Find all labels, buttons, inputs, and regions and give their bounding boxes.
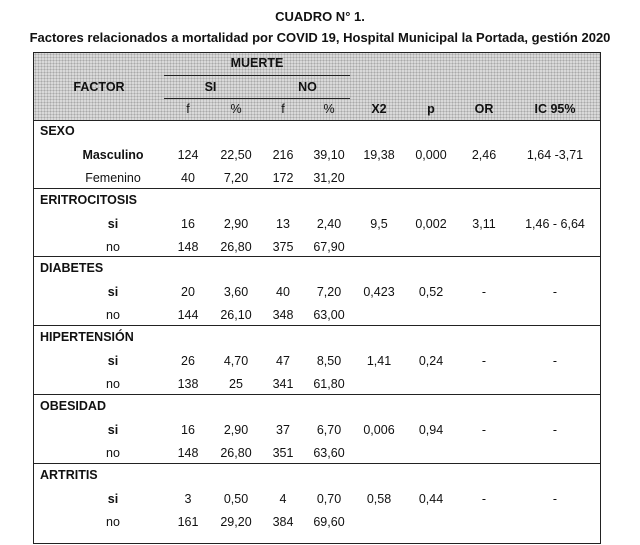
- cell-f-si: 124: [177, 148, 199, 162]
- table-title: CUADRO N° 1.: [275, 9, 365, 24]
- row-label: no: [106, 515, 120, 529]
- row-label: no: [106, 377, 120, 391]
- row-label: si: [107, 285, 119, 299]
- cell-f-no: 384: [272, 515, 294, 529]
- cell-pct-no: 6,70: [316, 423, 342, 437]
- header-rule-muerte: [164, 75, 350, 76]
- cell-pct-si: 22,50: [220, 148, 252, 162]
- header-factor: FACTOR: [73, 80, 125, 94]
- cell-f-no: 348: [272, 308, 294, 322]
- cell-f-no: 37: [276, 423, 290, 437]
- cell-ic: -: [552, 492, 558, 506]
- cell-x2: 0,423: [363, 285, 395, 299]
- section-separator: [34, 188, 600, 189]
- cell-f-no: 172: [272, 171, 294, 185]
- cell-pct-si: 25: [229, 377, 243, 391]
- cell-f-si: 16: [181, 423, 195, 437]
- cell-x2: 1,41: [366, 354, 392, 368]
- cell-p: 0,002: [415, 217, 447, 231]
- cell-ic: 1,46 - 6,64: [525, 217, 585, 231]
- cell-pct-si: 26,80: [220, 446, 252, 460]
- section-separator: [34, 256, 600, 257]
- row-label: Masculino: [82, 148, 144, 162]
- cell-x2: 19,38: [363, 148, 395, 162]
- cell-f-si: 138: [177, 377, 199, 391]
- cell-f-no: 351: [272, 446, 294, 460]
- section-heading: DIABETES: [40, 261, 104, 275]
- header-pct-si: %: [230, 102, 242, 116]
- cell-ic: -: [552, 285, 558, 299]
- row-label: no: [106, 240, 120, 254]
- section-heading: HIPERTENSIÓN: [40, 330, 134, 344]
- cell-f-si: 3: [184, 492, 192, 506]
- header-no: NO: [298, 80, 317, 94]
- data-table: [33, 52, 601, 544]
- section-separator: [34, 325, 600, 326]
- section-heading: SEXO: [40, 124, 75, 138]
- cell-ic: -: [552, 423, 558, 437]
- cell-pct-no: 69,60: [313, 515, 345, 529]
- cell-f-no: 375: [272, 240, 294, 254]
- cell-p: 0,52: [418, 285, 444, 299]
- cell-pct-no: 31,20: [313, 171, 345, 185]
- cell-p: 0,000: [415, 148, 447, 162]
- cell-pct-si: 0,50: [223, 492, 249, 506]
- cell-p: 0,44: [418, 492, 444, 506]
- row-label: si: [107, 217, 119, 231]
- header-x2: X2: [371, 102, 387, 116]
- cell-pct-si: 4,70: [223, 354, 249, 368]
- cell-pct-no: 2,40: [316, 217, 342, 231]
- header-si: SI: [204, 80, 217, 94]
- cell-f-si: 40: [181, 171, 195, 185]
- cell-or: -: [481, 492, 487, 506]
- section-heading: OBESIDAD: [40, 399, 106, 413]
- cell-x2: 0,58: [366, 492, 392, 506]
- cell-f-no: 216: [272, 148, 294, 162]
- header-ic: IC 95%: [534, 102, 576, 116]
- cell-f-si: 148: [177, 446, 199, 460]
- cell-f-si: 20: [181, 285, 195, 299]
- cell-pct-si: 2,90: [223, 217, 249, 231]
- section-separator: [34, 463, 600, 464]
- header-f-no: f: [281, 102, 285, 116]
- cell-pct-si: 3,60: [223, 285, 249, 299]
- cell-or: -: [481, 423, 487, 437]
- cell-pct-no: 63,60: [313, 446, 345, 460]
- cell-pct-no: 39,10: [313, 148, 345, 162]
- cell-f-si: 16: [181, 217, 195, 231]
- header-f-si: f: [186, 102, 190, 116]
- cell-ic: -: [552, 354, 558, 368]
- cell-pct-no: 63,00: [313, 308, 345, 322]
- cell-pct-si: 2,90: [223, 423, 249, 437]
- header-pct-no: %: [323, 102, 335, 116]
- cell-pct-no: 7,20: [316, 285, 342, 299]
- cell-f-si: 148: [177, 240, 199, 254]
- cell-or: -: [481, 285, 487, 299]
- cell-pct-si: 29,20: [220, 515, 252, 529]
- cell-f-no: 47: [276, 354, 290, 368]
- cell-or: 2,46: [471, 148, 497, 162]
- cell-pct-no: 8,50: [316, 354, 342, 368]
- cell-ic: 1,64 -3,71: [526, 148, 584, 162]
- cell-f-si: 144: [177, 308, 199, 322]
- table-subtitle: Factores relacionados a mortalidad por COVID 19, Hospital Municipal la Portada, gestión 2020: [29, 30, 611, 45]
- section-heading: ARTRITIS: [40, 468, 98, 482]
- row-label: no: [106, 446, 120, 460]
- cell-f-si: 26: [181, 354, 195, 368]
- cell-pct-si: 26,10: [220, 308, 252, 322]
- row-label: si: [107, 354, 119, 368]
- header-p: p: [427, 102, 435, 116]
- cell-p: 0,94: [418, 423, 444, 437]
- header-rule-sub: [164, 98, 350, 99]
- cell-pct-no: 61,80: [313, 377, 345, 391]
- cell-f-si: 161: [177, 515, 199, 529]
- cell-pct-si: 26,80: [220, 240, 252, 254]
- cell-f-no: 341: [272, 377, 294, 391]
- cell-pct-no: 67,90: [313, 240, 345, 254]
- row-label: Femenino: [85, 171, 141, 185]
- cell-pct-si: 7,20: [223, 171, 249, 185]
- cell-pct-no: 0,70: [316, 492, 342, 506]
- cell-or: 3,11: [472, 217, 496, 231]
- table-header: [34, 53, 600, 121]
- header-or: OR: [474, 102, 494, 116]
- row-label: no: [106, 308, 120, 322]
- cell-p: 0,24: [418, 354, 444, 368]
- cell-f-no: 4: [279, 492, 287, 506]
- cell-x2: 9,5: [370, 217, 388, 231]
- header-muerte: MUERTE: [230, 56, 284, 70]
- section-separator: [34, 394, 600, 395]
- row-label: si: [107, 492, 119, 506]
- row-label: si: [107, 423, 119, 437]
- cell-or: -: [481, 354, 487, 368]
- cell-f-no: 40: [276, 285, 290, 299]
- cell-x2: 0,006: [363, 423, 395, 437]
- section-heading: ERITROCITOSIS: [40, 193, 138, 207]
- cell-f-no: 13: [276, 217, 290, 231]
